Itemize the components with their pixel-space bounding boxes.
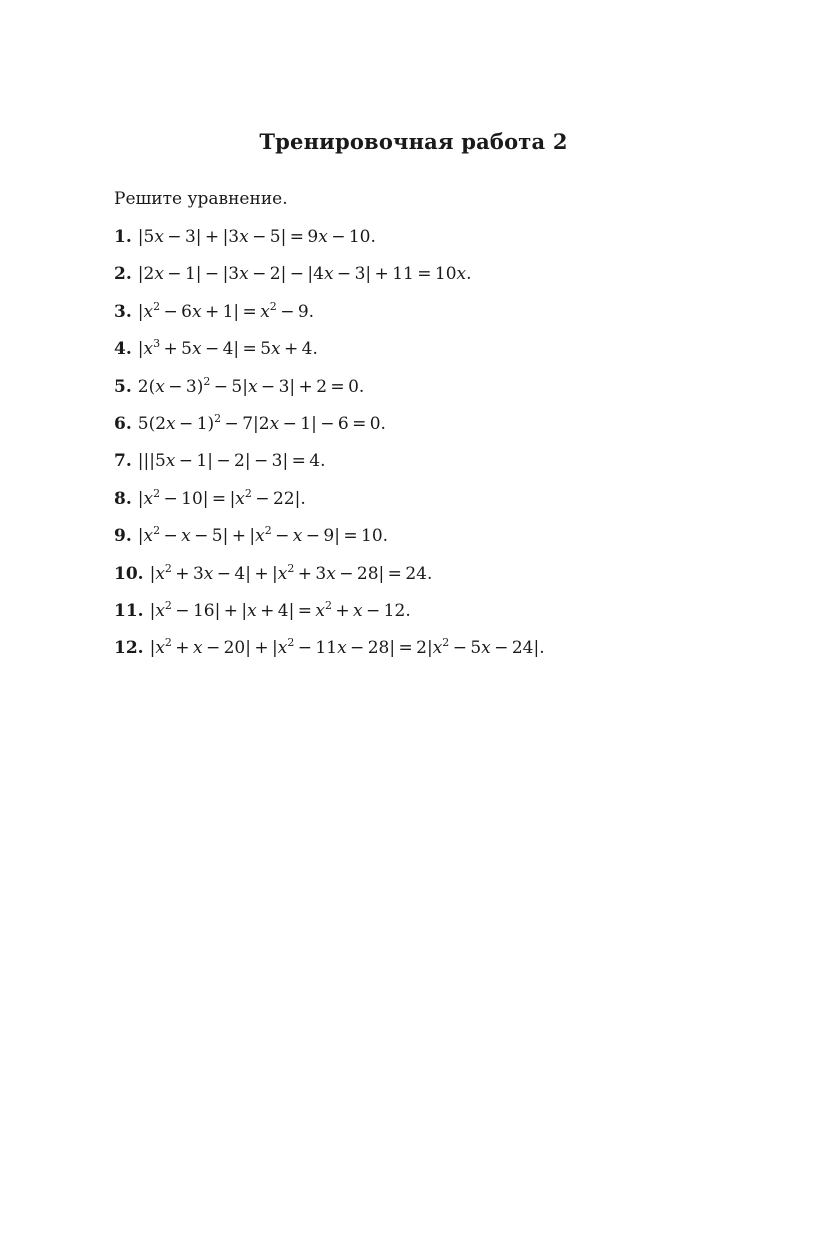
problem-number: 2. <box>114 264 132 285</box>
problem-equation: $|x^3 + 5x - 4| = 5x + 4$. <box>137 337 318 360</box>
problem-item <box>114 224 545 261</box>
problem-item <box>114 411 545 448</box>
problem-number: 5. <box>114 376 132 397</box>
problem-item <box>114 523 545 560</box>
problem-number: 9. <box>114 526 132 547</box>
problem-item <box>114 261 545 298</box>
page-title: Тренировочная работа 2 <box>259 129 568 154</box>
problem-number: 8. <box>114 488 132 509</box>
task-instruction: Решите уравнение. <box>114 189 288 209</box>
problem-item <box>114 448 545 485</box>
problem-item <box>114 598 545 635</box>
problem-number: 10. <box>114 563 144 584</box>
problem-item <box>114 336 545 373</box>
problem-number: 3. <box>114 301 132 322</box>
problem-equation: $|x^2 - 6x + 1| = x^2 - 9$. <box>137 299 315 322</box>
problem-equation: |5x − 3| + |3x − 5| = 9x − 10. <box>137 227 376 247</box>
problem-equation: $|x^2 + 3x - 4| + |x^2 + 3x - 28| = 24$. <box>149 561 433 584</box>
problem-item <box>114 635 545 672</box>
problem-list <box>114 224 545 673</box>
problem-equation: $|x^2 - x - 5| + |x^2 - x - 9| = 10$. <box>137 524 389 547</box>
problem-item <box>114 299 545 336</box>
problem-number: 12. <box>114 638 144 659</box>
problem-item <box>114 561 545 598</box>
problem-equation: $|x^2 + x - 20| + |x^2 - 11x - 28| = 2|x^2 - 5x - 24|$. <box>149 636 545 659</box>
problem-item <box>114 374 545 411</box>
problem-equation: $|x^2 - 16| + |x + 4| = x^2 + x - 12$. <box>149 598 411 621</box>
problem-equation: $|x^2 - 10| = |x^2 - 22|$. <box>137 486 306 509</box>
problem-number: 1. <box>114 227 132 247</box>
problem-number: 11. <box>114 600 144 621</box>
problem-item <box>114 486 545 523</box>
problem-number: 4. <box>114 339 132 360</box>
problem-equation: $5(2x - 1)^2 - 7|2x - 1| - 6 = 0$. <box>137 411 386 434</box>
problem-number: 7. <box>114 451 132 472</box>
problem-equation: $2(x - 3)^2 - 5|x - 3| + 2 = 0$. <box>137 374 365 397</box>
problem-number: 6. <box>114 413 132 434</box>
problem-equation: |2x − 1| − |3x − 2| − |4x − 3| + 11 = 10x. <box>137 264 472 285</box>
problem-equation: |||5x − 1| − 2| − 3| = 4. <box>137 451 326 472</box>
